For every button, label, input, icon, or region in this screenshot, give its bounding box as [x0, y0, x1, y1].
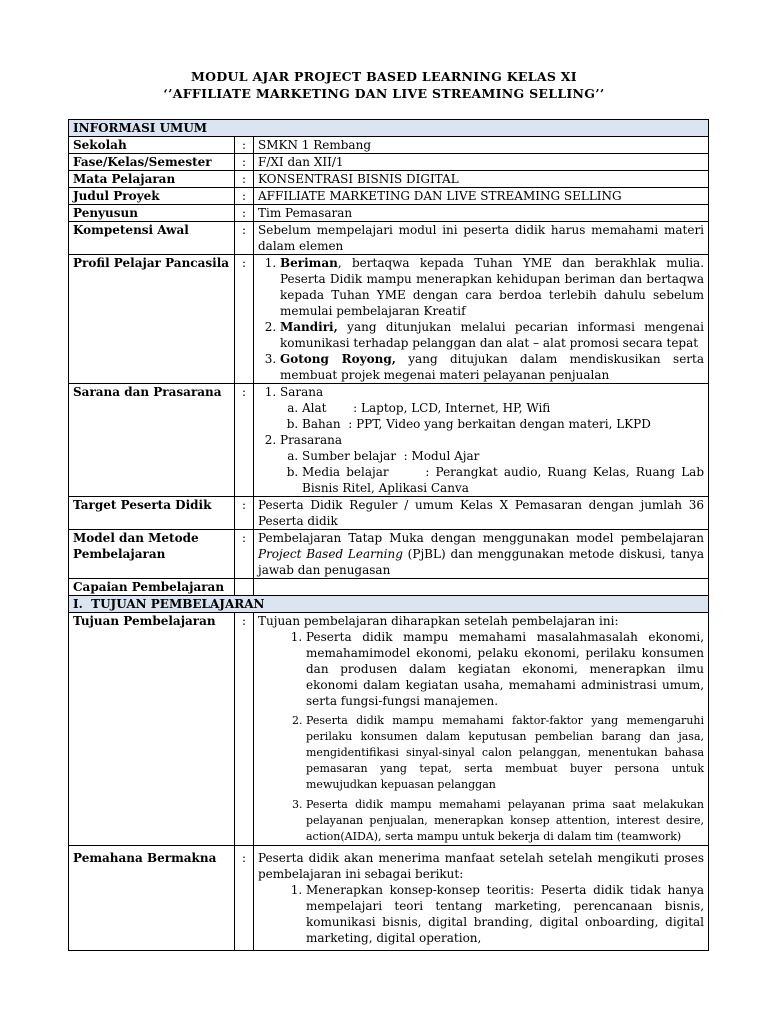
colon-separator: :	[235, 530, 254, 579]
list-item: 3. Peserta didik mampu memahami pelayanan prima saat melakukan pelayanan penjualan, menerapkan konsep attention, interest desire, action(AIDA), serta mampu untuk bekerja di dalam tim (teamwork)	[306, 797, 704, 845]
row-label: Judul Proyek	[69, 188, 235, 205]
model-text: Pembelajaran Tatap Muka dengan menggunakan model pembelajaran	[258, 531, 705, 545]
colon-separator: :	[235, 255, 254, 384]
row-label: Tujuan Pembelajaran	[69, 613, 235, 846]
row-label: Mata Pelajaran	[69, 171, 235, 188]
table-row	[69, 154, 709, 171]
colon-separator: :	[235, 846, 254, 951]
table-row	[69, 188, 709, 205]
list-item-bold: Mandiri,	[280, 320, 338, 334]
row-value: F/XI dan XII/1	[254, 154, 709, 171]
sarana-list	[258, 384, 708, 496]
section-header-tujuan	[69, 596, 709, 613]
row-label: Fase/Kelas/Semester	[69, 154, 235, 171]
list-item: a. Alat : Laptop, LCD, Internet, HP, Wifi	[302, 400, 704, 416]
list-item-bold: Beriman	[280, 256, 338, 270]
prasarana-sublist	[280, 448, 708, 496]
list-item	[280, 319, 704, 351]
colon-separator: :	[235, 154, 254, 171]
row-label: Model dan Metode Pembelajaran	[69, 530, 235, 579]
profil-list	[258, 255, 704, 383]
row-value	[254, 579, 709, 596]
list-item: a. Sumber belajar : Modul Ajar	[302, 448, 704, 464]
row-label: Profil Pelajar Pancasila	[69, 255, 235, 384]
colon-separator: :	[235, 137, 254, 154]
section-title: I. TUJUAN PEMBELAJARAN	[69, 596, 709, 613]
list-item: 1. Menerapkan konsep-konsep teoritis: Peserta didik tidak hanya mempelajari teori tentang marketing, perencanaan bisnis, komunikasi bisnis, digital branding, digital onboarding, digital marketing, digital operation,	[306, 882, 704, 946]
list-item-text: yang ditujukan dalam mendiskusikan serta membuat projek megenai materi pelayanan penjualan	[280, 352, 705, 382]
list-item: 1. Peserta didik mampu memahami masalahmasalah ekonomi, memahamimodel ekonomi, pelaku ekonomi, perilaku konsumen dan produsen dalam kegiatan ekonomi, menerapkan ilmu ekonomi dalam kegiatan usaha, memahami administrasi umum, serta fungsi-fungsi manajemen.	[306, 629, 704, 709]
row-label: Capaian Pembelajaran	[69, 579, 235, 596]
table-row	[69, 222, 709, 255]
list-item-text: Prasarana	[280, 433, 343, 447]
row-label: Penyusun	[69, 205, 235, 222]
table-row	[69, 613, 709, 846]
table-row	[69, 530, 709, 579]
row-label: Pemahana Bermakna	[69, 846, 235, 951]
list-item	[280, 351, 704, 383]
row-label: Target Peserta Didik	[69, 497, 235, 530]
table-row	[69, 255, 709, 384]
table-row	[69, 137, 709, 154]
table-row	[69, 384, 709, 497]
row-value: AFFILIATE MARKETING DAN LIVE STREAMING SELLING	[254, 188, 709, 205]
document-title: MODUL AJAR PROJECT BASED LEARNING KELAS XI	[191, 69, 577, 84]
colon-separator: :	[235, 205, 254, 222]
model-italic-text: Project Based Learning	[258, 547, 403, 561]
table-row	[69, 579, 709, 596]
list-item: b. Media belajar : Perangkat audio, Ruang Kelas, Ruang Lab Bisnis Ritel, Aplikasi Canva	[302, 464, 704, 496]
colon-separator: :	[235, 497, 254, 530]
row-value: Sebelum mempelajari modul ini peserta didik harus memahami materi dalam elemen	[254, 222, 709, 255]
model-text: (PjBL) dan menggunakan metode diskusi, tanya jawab dan penugasan	[258, 547, 705, 577]
list-item: 2. Peserta didik mampu memahami faktor-faktor yang memengaruhi perilaku konsumen dalam keputusan pembelian barang dan jasa, mengidentifikasi sinyal-sinyal calon pelanggan, menentukan bahasa pemasaran yang tepat, serta membuat buyer persona untuk mewujudkan kepuasan pelanggan	[306, 713, 704, 793]
list-item-text: , bertaqwa kepada Tuhan YME dan berakhlak mulia. Peserta Didik mampu menerapkan kehidupan beriman dan bertaqwa kepada Tuhan YME dengan cara berdoa terlebih dahulu sebelum memulai pembelajaran Kreatif	[280, 256, 705, 318]
colon-separator: :	[235, 613, 254, 846]
list-item	[280, 432, 708, 496]
row-value: Tim Pemasaran	[254, 205, 709, 222]
table-row	[69, 171, 709, 188]
module-table	[68, 119, 709, 951]
section-header-informasi-umum	[69, 120, 709, 137]
pemahaman-intro: Peserta didik akan menerima manfaat setelah setelah mengikuti proses pembelajaran ini sebagai berikut:	[258, 851, 705, 881]
row-value	[254, 613, 709, 846]
list-item	[280, 384, 704, 432]
row-label: Sekolah	[69, 137, 235, 154]
colon-separator: :	[235, 384, 254, 497]
row-value	[254, 846, 709, 951]
pemahaman-list	[258, 882, 704, 946]
table-row	[69, 846, 709, 951]
tujuan-list	[258, 629, 704, 845]
row-value: SMKN 1 Rembang	[254, 137, 709, 154]
row-value	[254, 384, 709, 497]
colon-separator: :	[235, 222, 254, 255]
row-value: KONSENTRASI BISNIS DIGITAL	[254, 171, 709, 188]
document-subtitle: ‘’AFFILIATE MARKETING DAN LIVE STREAMING SELLING’’	[163, 86, 605, 101]
row-label: Kompetensi Awal	[69, 222, 235, 255]
colon-separator: :	[235, 171, 254, 188]
sarana-sublist	[280, 400, 704, 432]
colon-separator	[235, 579, 254, 596]
row-value	[254, 255, 709, 384]
colon-separator: :	[235, 188, 254, 205]
list-item	[280, 255, 704, 319]
section-title: INFORMASI UMUM	[69, 120, 709, 137]
tujuan-intro: Tujuan pembelajaran diharapkan setelah pembelajaran ini:	[258, 614, 619, 628]
list-item-text: yang ditunjukan melalui pecarian informasi mengenai komunikasi terhadap pelanggan dan alat – alat promosi secara tepat	[280, 320, 705, 350]
table-row	[69, 205, 709, 222]
list-item-text: Sarana	[280, 385, 324, 399]
list-item-bold: Gotong Royong,	[280, 352, 396, 366]
list-item: b. Bahan : PPT, Video yang berkaitan dengan materi, LKPD	[302, 416, 704, 432]
table-row	[69, 497, 709, 530]
row-value	[254, 530, 709, 579]
document-header	[0, 68, 768, 102]
row-value: Peserta Didik Reguler / umum Kelas X Pemasaran dengan jumlah 36 Peserta didik	[254, 497, 709, 530]
row-label: Sarana dan Prasarana	[69, 384, 235, 497]
